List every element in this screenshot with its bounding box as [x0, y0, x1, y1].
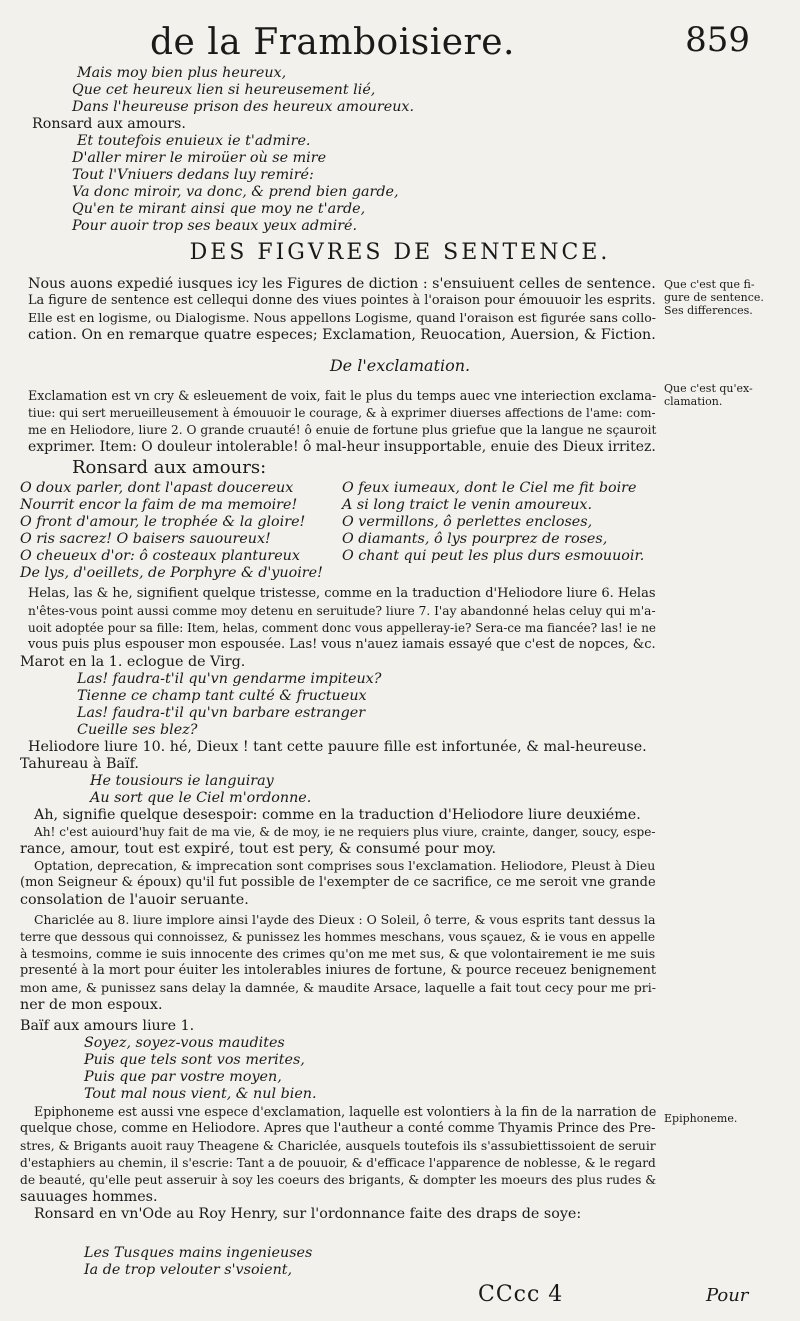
text-line: terre que dessous qui connoissez, & punissez les hommes meschans, vous sçauez, & ie vous en appelle: [20, 930, 656, 944]
text-line: La figure de sentence est cellequi donne des viues pointes à l'oraison pour émouuoir les esprits.: [28, 293, 656, 308]
verse-line: O ris sacrez! O baisers sauoureux!: [20, 531, 271, 547]
text-line: Ah, signifie quelque desespoir: comme en la traduction d'Heliodore liure deuxiéme.: [34, 807, 641, 823]
verse-line: Cueille ses blez?: [77, 722, 198, 738]
section-title: DES FIGVRES DE SENTENCE.: [189, 240, 611, 265]
verse-line: O vermillons, ô perlettes encloses,: [342, 514, 593, 530]
verse-line: Ia de trop velouter s'vsoient,: [84, 1262, 293, 1278]
verse-line: Las! faudra-t'il qu'vn gendarme impiteux?: [77, 671, 382, 687]
citation-line: Marot en la 1. eclogue de Virg.: [20, 654, 246, 670]
verse-line: Mais moy bien plus heureux,: [77, 65, 287, 81]
text-line: uoit adoptée pour sa fille: Item, helas, comment donc vous appelleray-ie? Sera-ce ma fiancée? las! ie ne: [28, 621, 656, 635]
margin-note: Que c'est qu'ex-: [664, 382, 753, 395]
citation-line: Ronsard en vn'Ode au Roy Henry, sur l'ordonnance faite des draps de soye:: [34, 1206, 582, 1222]
verse-line: Pour auoir trop ses beaux yeux admiré.: [72, 218, 358, 234]
text-line: vous puis plus espouser mon espousée. Las! vous n'auez iamais essayé que c'est de nopces, &c.: [28, 637, 656, 652]
text-line: stres, & Brigants auoit rauy Theagene & Chariclée, ausquels toutefois ils s'assubiettissoient de seruir: [20, 1139, 656, 1153]
margin-note: Epiphoneme.: [664, 1112, 738, 1125]
verse-line: Nourrit encor la faim de ma memoire!: [20, 497, 298, 513]
text-line: Ah! c'est auiourd'huy fait de ma vie, & de moy, ie ne requiers plus viure, crainte, danger, soucy, espe-: [34, 825, 656, 839]
text-line: quelque chose, comme en Heliodore. Apres que l'autheur a conté comme Thyamis Prince des Pre-: [20, 1121, 656, 1136]
text-line: me en Heliodore, liure 2. O grande cruauté! ô enuie de fortune plus griefue que la langue ne sçauroit: [28, 423, 657, 437]
verse-line: O chant qui peut les plus durs esmouuoir.: [342, 548, 645, 564]
verse-line: Au sort que le Ciel m'ordonne.: [90, 790, 312, 806]
citation-line: Ronsard aux amours.: [32, 116, 186, 132]
catchword: Pour: [706, 1285, 749, 1306]
verse-line: Tienne ce champ tant culté & fructueux: [77, 688, 367, 704]
subsection-title: De l'exclamation.: [329, 356, 471, 375]
text-line: de beauté, qu'elle peut asseruir à soy les coeurs des brigants, & dompter les moeurs des plus rudes &: [20, 1173, 657, 1187]
text-line: (mon Seigneur & époux) qu'il fut possible de l'exempter de ce sacrifice, ce me seroit vne grande: [20, 875, 656, 890]
verse-line: O feux iumeaux, dont le Ciel me fit boire: [342, 480, 637, 496]
text-line: Chariclée au 8. liure implore ainsi l'ayde des Dieux : O Soleil, ô terre, & vous esprits tant dessus la: [34, 912, 656, 927]
text-line: tiue: qui sert merueilleusement à émouuoir le courage, & à exprimer diuerses affections de l'ame: com-: [28, 406, 656, 420]
verse-line: Las! faudra-t'il qu'vn barbare estranger: [77, 705, 366, 721]
text-line: Nous auons expedié iusques icy les Figures de diction : s'ensuiuent celles de sentence.: [28, 276, 656, 292]
text-line: Optation, deprecation, & imprecation sont comprises sous l'exclamation. Heliodore, Pleust à Dieu: [34, 858, 656, 873]
verse-line: Puis que par vostre moyen,: [84, 1069, 282, 1085]
verse-line: Et toutefois enuieux ie t'admire.: [77, 133, 311, 149]
text-line: cation. On en remarque quatre especes; Exclamation, Reuocation, Auersion, & Fiction.: [28, 327, 656, 343]
signature-mark: CCcc 4: [478, 1282, 564, 1307]
text-line: Exclamation est vn cry & esleuement de voix, fait le plus du temps auec vne interiection exclama-: [28, 388, 657, 403]
verse-line: Puis que tels sont vos merites,: [84, 1052, 305, 1068]
text-line: mon ame, & punissez sans delay la damnée, & maudite Arsace, laquelle a fait tout cecy pour me pri-: [20, 980, 656, 995]
verse-line: O doux parler, dont l'apast doucereux: [20, 480, 294, 496]
text-line: presenté à la mort pour éuiter les intolerables iniures de fortune, & pource receuez benignement: [20, 963, 657, 978]
text-line: Epiphoneme est aussi vne espece d'exclamation, laquelle est volontiers à la fin de la narration de: [34, 1104, 657, 1119]
margin-note: Ses differences.: [664, 304, 753, 317]
citation-line: Ronsard aux amours:: [72, 457, 267, 478]
text-line: à tesmoins, comme ie suis innocente des crimes qu'on me met sus, & que volontairement ie me suis: [20, 946, 656, 961]
verse-line: He tousiours ie languiray: [90, 773, 274, 789]
text-line: consolation de l'auoir seruante.: [20, 892, 249, 908]
running-title: de la Framboisiere.: [150, 22, 515, 63]
text-line: ner de mon espoux.: [20, 997, 163, 1013]
text-line: sauuages hommes.: [20, 1189, 158, 1205]
verse-line: Dans l'heureuse prison des heureux amoureux.: [72, 99, 415, 115]
verse-line: Que cet heureux lien si heureusement lié,: [72, 82, 376, 98]
text-line: n'êtes-vous point aussi comme moy detenu en seruitude? liure 7. I'ay abandonné helas celuy qui m'a-: [28, 604, 656, 618]
verse-line: A si long traict le venin amoureux.: [342, 497, 593, 513]
page-number: 859: [685, 20, 750, 60]
verse-line: Qu'en te mirant ainsi que moy ne t'arde,: [72, 201, 366, 217]
citation-line: Tahureau à Baïf.: [20, 756, 139, 772]
verse-line: Tout mal nous vient, & nul bien.: [84, 1086, 317, 1102]
text-line: Heliodore liure 10. hé, Dieux ! tant cette pauure fille est infortunée, & mal-heureuse.: [28, 739, 647, 755]
verse-line: O front d'amour, le trophée & la gloire!: [20, 514, 306, 530]
verse-line: O cheueux d'or: ô costeaux plantureux: [20, 548, 300, 564]
verse-line: O diamants, ô lys pourprez de roses,: [342, 531, 608, 547]
text-line: exprimer. Item: O douleur intolerable! ô mal-heur insupportable, enuie des Dieux irritez.: [28, 439, 656, 455]
verse-line: Les Tusques mains ingenieuses: [84, 1245, 313, 1261]
margin-note: clamation.: [664, 395, 723, 408]
citation-line: Baïf aux amours liure 1.: [20, 1018, 195, 1034]
text-line: d'estaphiers au chemin, il s'escrie: Tant a de pouuoir, & d'efficace l'apparence de noblesse, & le regard: [20, 1156, 656, 1170]
margin-note: Que c'est que fi-: [664, 278, 755, 291]
verse-line: Va donc miroir, va donc, & prend bien garde,: [72, 184, 399, 200]
margin-note: gure de sentence.: [664, 291, 764, 304]
verse-line: D'aller mirer le miroüer où se mire: [72, 150, 327, 166]
verse-line: De lys, d'oeillets, de Porphyre & d'yuoire!: [20, 565, 323, 581]
page-header: [150, 8, 750, 70]
text-line: Elle est en logisme, ou Dialogisme. Nous appellons Logisme, quand l'oraison est figurée sans collo-: [28, 310, 656, 325]
text-line: rance, amour, tout est expiré, tout est pery, & consumé pour moy.: [20, 841, 497, 857]
text-line: Helas, las & he, signifient quelque tristesse, comme en la traduction d'Heliodore liure 6. Helas: [28, 586, 656, 601]
verse-line: Soyez, soyez-vous maudites: [84, 1035, 285, 1051]
verse-line: Tout l'Vniuers dedans luy remiré:: [72, 167, 314, 183]
